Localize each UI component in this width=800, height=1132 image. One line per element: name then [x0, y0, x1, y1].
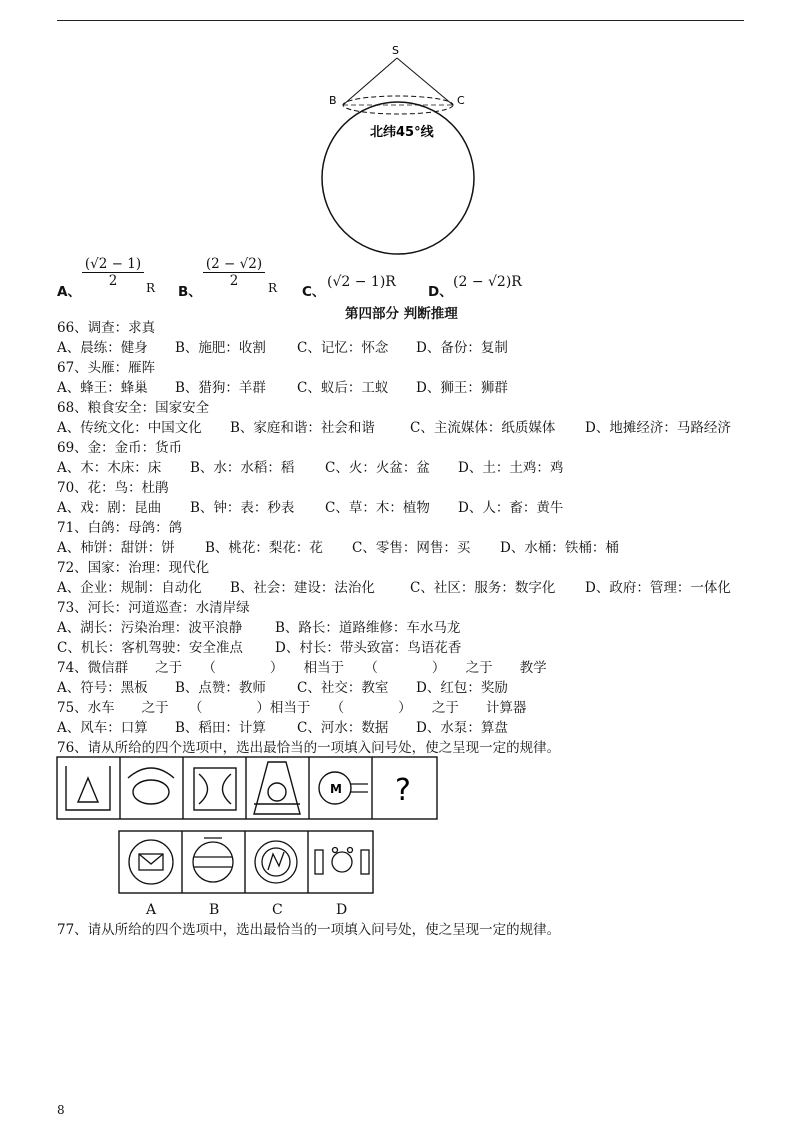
header-rule	[57, 20, 744, 21]
option-label: B、	[178, 284, 202, 300]
fraction-denominator: 2	[108, 273, 118, 289]
question-stem: 67、头雁：雁阵	[57, 360, 156, 376]
question-stem: 72、国家：治理：现代化	[57, 560, 210, 576]
question-mark: ?	[395, 773, 411, 808]
option: C、记忆：怀念	[297, 340, 389, 356]
choice-label-c[interactable]: C	[272, 902, 283, 918]
question-stem: 76、请从所给的四个选项中，选出最恰当的一项填入问号处，使之呈现一定的规律。	[57, 740, 561, 756]
choice-label-b[interactable]: B	[209, 902, 220, 918]
option: D、狮王：狮群	[416, 380, 508, 396]
m-letter: M	[330, 782, 342, 796]
choice-c-figure[interactable]	[255, 841, 297, 883]
option: B、社会：建设：法治化	[230, 580, 375, 596]
fraction-numerator: (2 − √2)	[203, 256, 265, 273]
option: D、备份：复制	[416, 340, 508, 356]
option: A、蜂王：蜂巢	[57, 380, 148, 396]
option: A、柿饼：甜饼：饼	[57, 540, 175, 556]
option: C、河水：数据	[297, 720, 389, 736]
globe-figure	[310, 40, 500, 260]
latitude-caption: 北纬45°线	[370, 125, 434, 140]
option-label: A、	[57, 284, 81, 300]
choice-label-a[interactable]: A	[146, 902, 157, 918]
option: A、晨练：健身	[57, 340, 148, 356]
figure-3	[194, 768, 236, 810]
option: C、草：木：植物	[325, 500, 430, 516]
section-title: 第四部分 判断推理	[345, 306, 458, 322]
option: D、红包：奖励	[416, 680, 508, 696]
option: C、社交：教室	[297, 680, 389, 696]
option: D、村长：带头致富：鸟语花香	[275, 640, 462, 656]
option: A、企业：规制：自动化	[57, 580, 202, 596]
question-stem: 74、微信群 之于 （ ） 相当于 （ ） 之于 教学	[57, 660, 547, 676]
option: A、湖长：污染治理：波平浪静	[57, 620, 243, 636]
question-stem: 70、花：鸟：杜鹃	[57, 480, 169, 496]
option: C、零售：网售：买	[352, 540, 471, 556]
figure-1	[66, 766, 110, 810]
label-s: S	[392, 44, 399, 57]
question-stem: 71、白鸽：母鸽：鸽	[57, 520, 183, 536]
choice-b-figure[interactable]	[193, 838, 233, 882]
figure-4	[254, 762, 300, 814]
option: B、家庭和谐：社会和谐	[230, 420, 375, 436]
option: D、水泵：算盘	[416, 720, 508, 736]
option: D、水桶：铁桶：桶	[500, 540, 619, 556]
page-number: 8	[57, 1103, 65, 1117]
question-stem: 77、请从所给的四个选项中，选出最恰当的一项填入问号处，使之呈现一定的规律。	[57, 922, 561, 938]
question-stem: 75、水车 之于 （ ）相当于 （ ） 之于 计算器	[57, 700, 527, 716]
option: C、火：火盆：盆	[325, 460, 430, 476]
option: B、稻田：计算	[175, 720, 266, 736]
cone-line-right	[397, 58, 453, 105]
question-stem: 69、金：金币：货币	[57, 440, 183, 456]
choice-d-figure[interactable]	[315, 848, 369, 875]
option: A、戏：剧：昆曲	[57, 500, 162, 516]
option: D、人：畜：黄牛	[458, 500, 564, 516]
option: D、政府：管理：一体化	[585, 580, 731, 596]
option: C、蚁后：工蚁	[297, 380, 389, 396]
option-suffix: R	[146, 281, 156, 295]
option: C、社区：服务：数字化	[410, 580, 556, 596]
figure-5	[319, 772, 368, 804]
cone-line-left	[343, 58, 397, 105]
option: B、钟：表：秒表	[190, 500, 295, 516]
option: D、地摊经济：马路经济	[585, 420, 731, 436]
option: B、猎狗：羊群	[175, 380, 266, 396]
option: A、木：木床：床	[57, 460, 162, 476]
option: C、机长：客机驾驶：安全准点	[57, 640, 243, 656]
option: C、主流媒体：纸质媒体	[410, 420, 556, 436]
option: A、风车：口算	[57, 720, 148, 736]
question-stem: 66、调查：求真	[57, 320, 156, 336]
option: B、路长：道路维修：车水马龙	[275, 620, 461, 636]
option: A、传统文化：中国文化	[57, 420, 202, 436]
figure-2	[128, 768, 174, 804]
option: B、桃花：梨花：花	[205, 540, 323, 556]
label-b: B	[329, 94, 337, 107]
question-stem: 68、粮食安全：国家安全	[57, 400, 210, 416]
option-label: D、	[428, 284, 453, 300]
option: A、符号：黑板	[57, 680, 148, 696]
option-expr: (2 − √2)R	[453, 274, 522, 290]
option: B、水：水稻：稻	[190, 460, 295, 476]
fraction-numerator: (√2 − 1)	[82, 256, 144, 273]
fraction-denominator: 2	[229, 273, 239, 289]
option: D、土：土鸡：鸡	[458, 460, 564, 476]
option: B、点赞：教师	[175, 680, 266, 696]
question-stem: 73、河长：河道巡查：水清岸绿	[57, 600, 250, 616]
choice-a-figure[interactable]	[129, 840, 173, 884]
option-label: C、	[302, 284, 326, 300]
choice-label-d[interactable]: D	[336, 902, 348, 918]
option-expr: (√2 − 1)R	[327, 274, 396, 290]
option-suffix: R	[268, 281, 278, 295]
answer-choices	[118, 830, 376, 896]
option: B、施肥：收割	[175, 340, 266, 356]
label-c: C	[457, 94, 465, 107]
figure-sequence	[56, 756, 438, 822]
